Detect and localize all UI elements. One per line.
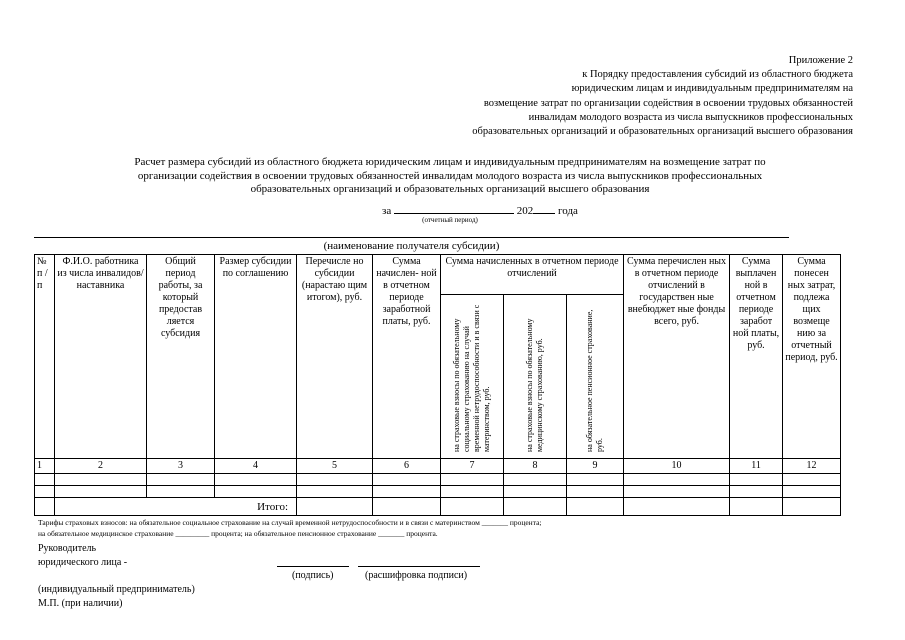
appendix-block <box>333 54 853 139</box>
decoding-line <box>358 566 480 567</box>
period-prefix: за <box>382 205 392 217</box>
header-salary: Сумма начислен- ной в отчетном периоде заработной платы, руб. <box>373 255 441 459</box>
contrib-pension-text: на обязательное пенсионное страхование, руб. <box>585 309 605 452</box>
reporting-period-line <box>330 203 630 217</box>
appendix-line: инвалидам молодого возраста из числа выпускников профессиональных <box>528 111 853 123</box>
header-contrib-group: Сумма начисленных в отчетном периоде отчислений <box>441 255 624 295</box>
rates-line-1: Тарифы страховых взносов: на обязательное социальное страхование на случай временной нетрудоспособности и в связи с материнством _______ процента; <box>38 518 542 527</box>
header-costs: Сумма понесен ных затрат, подлежа щих возмеще нию за отчетный период, руб. <box>783 255 841 459</box>
col-number: 4 <box>215 459 297 474</box>
period-label: (отчетный период) <box>422 216 478 224</box>
header-contrib-pension <box>567 295 624 459</box>
contrib-medical-prefix: на <box>525 444 534 452</box>
contrib-social-text: страховые взносы по обязательному социальному страхованию на случай временной нетрудоспособности и в связи с материнством, руб. <box>452 304 491 452</box>
total-label: Итого: <box>55 498 297 516</box>
signature-line <box>277 566 349 567</box>
header-size: Размер субсидии по соглашению <box>215 255 297 459</box>
col-number: 12 <box>783 459 841 474</box>
header-contrib-medical <box>504 295 567 459</box>
header-num: № п / п <box>35 255 55 459</box>
col-number: 8 <box>504 459 567 474</box>
table-row <box>35 474 841 486</box>
total-row <box>35 498 841 516</box>
appendix-line: к Порядку предоставления субсидий из областного бюджета <box>582 69 853 81</box>
header-fio: Ф.И.О. работника из числа инвалидов/ наставника <box>55 255 147 459</box>
header-paid-salary: Сумма выплачен ной в отчетном периоде заработ ной платы, руб. <box>730 255 783 459</box>
entrepreneur-label: (индивидуальный предприниматель) <box>38 584 195 595</box>
document-title <box>40 156 860 197</box>
col-number: 11 <box>730 459 783 474</box>
table-row <box>35 486 841 498</box>
year-blank <box>533 203 555 214</box>
col-number: 2 <box>55 459 147 474</box>
period-year: 202 <box>516 205 534 217</box>
col-number: 5 <box>297 459 373 474</box>
recipient-underline <box>34 237 789 238</box>
header-period: Общий период работы, за который предостав ляется субсидия <box>147 255 215 459</box>
header-transferred: Перечисле но субсидии (нарастаю щим итогом), руб. <box>297 255 373 459</box>
title-line: организации содействия в освоении трудовых обязанностей инвалидам молодого возраста из числа выпускников профессиональных <box>137 169 763 182</box>
head-label-1: Руководитель <box>38 543 97 554</box>
col-number: 9 <box>567 459 624 474</box>
col-number: 3 <box>147 459 215 474</box>
header-contrib-social <box>441 295 504 459</box>
col-number: 10 <box>624 459 730 474</box>
title-line: образовательных организаций и образовательных организаций высшего образования <box>250 183 650 195</box>
appendix-line: возмещение затрат по организации содействия в освоении трудовых обязанностей <box>483 97 853 109</box>
subsidy-table <box>34 254 841 516</box>
signature-label: (подпись) <box>292 570 334 581</box>
stamp-label: М.П. (при наличии) <box>38 598 123 609</box>
header-offbudget: Сумма перечислен ных в отчетном периоде отчислений в государствен ные внебюджет ные фонды всего, руб. <box>624 255 730 459</box>
contrib-social-prefix: на <box>452 444 461 452</box>
title-line: Расчет размера субсидий из областного бюджета юридическим лицам и индивидуальным предпринимателям на возмещение затрат по <box>134 156 766 168</box>
appendix-line: образовательных организаций и образовательных организаций высшего образования <box>472 126 853 138</box>
col-number: 7 <box>441 459 504 474</box>
period-suffix: года <box>558 205 578 217</box>
period-blank <box>394 203 514 214</box>
head-label-2: юридического лица - <box>38 557 128 568</box>
rates-line-2: на обязательное медицинское страхование _________ процента; на обязательное пенсионное страхование _______ процента. <box>38 529 438 538</box>
decoding-label: (расшифровка подписи) <box>365 570 468 581</box>
contrib-medical-text: страховые взносы по обязательному медицинскому страхованию, руб. <box>525 318 544 452</box>
col-number: 6 <box>373 459 441 474</box>
appendix-line: юридическим лицам и индивидуальным предпринимателям на <box>571 83 853 95</box>
col-number: 1 <box>35 459 55 474</box>
appendix-line: Приложение 2 <box>788 55 853 66</box>
recipient-label: (наименование получателя субсидии) <box>323 240 500 252</box>
